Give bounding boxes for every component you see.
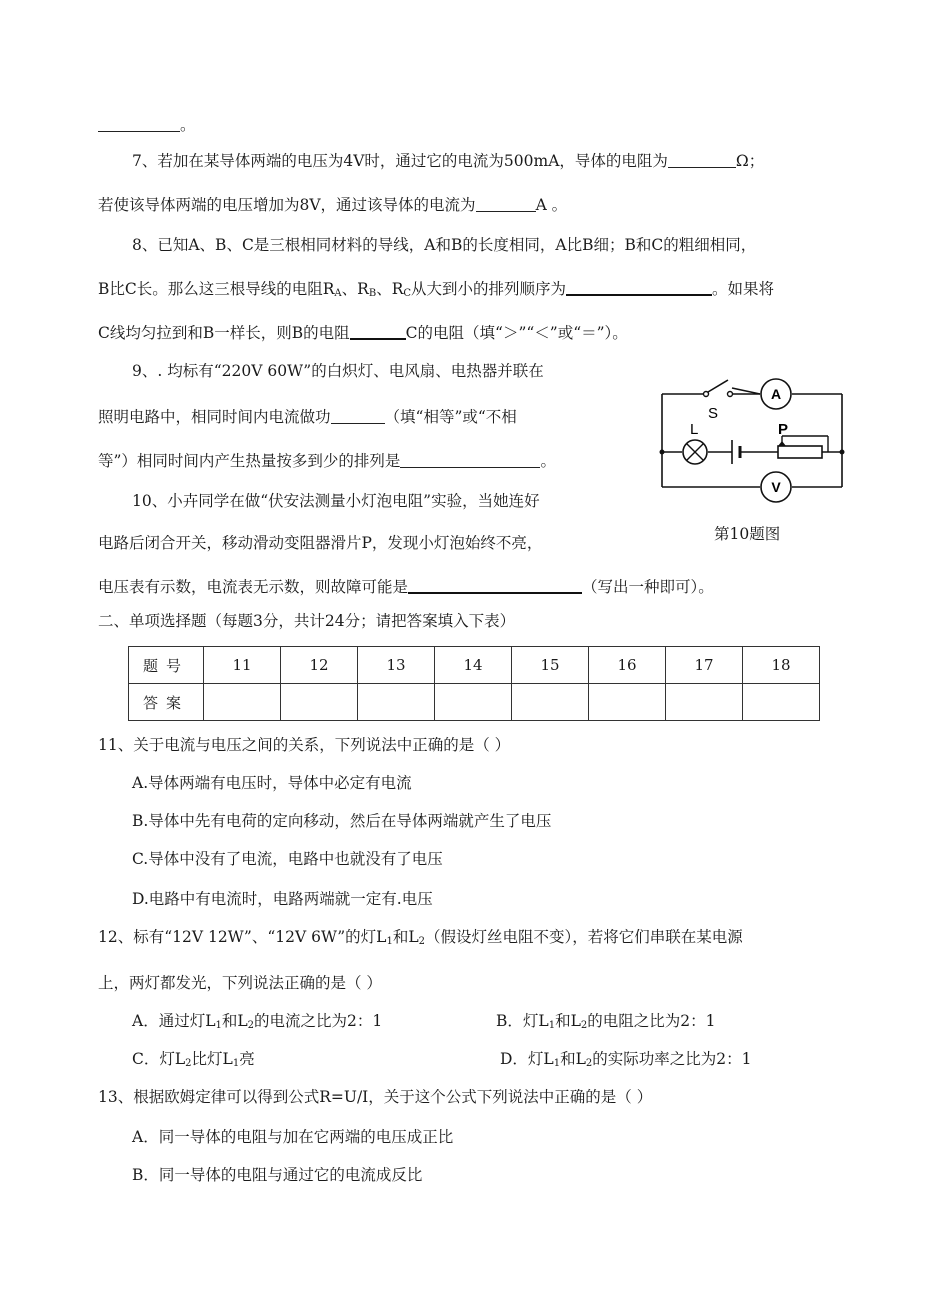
rheostat-symbol [778,436,828,458]
switch-label: S [708,405,719,422]
question-number-cell: 15 [512,647,589,684]
lamp-label: L [690,421,699,438]
row-label-answer: 答案 [129,684,204,721]
switch-symbol [704,380,733,397]
answer-cell[interactable] [589,684,666,721]
q10-line1: 10、小卉同学在做“伏安法测量小灯泡电阻”实验，当她连好 [132,492,540,510]
q9-line3: 等”）相同时间内产生热量按多到少的排列是 。 [98,452,556,470]
figure-caption: 第10题图 [714,525,781,543]
q6-continuation: 。 [98,114,196,136]
table-row [129,647,820,684]
circuit-diagram [650,370,850,505]
answer-table [128,646,820,721]
q13-stem: 13、根据欧姆定律可以得到公式R=U/I，关于这个公式下列说法中正确的是（ ） [98,1088,653,1106]
q7-line1: 7、若加在某导体两端的电压为4V时，通过它的电流为500mA，导体的电阻为 Ω； [132,152,765,170]
q13-option-a: A．同一导体的电阻与加在它两端的电压成正比 [132,1128,454,1146]
answer-blank[interactable] [400,451,540,468]
q9-line1: 9、. 均标有“220V 60W”的白炽灯、电风扇、电热器并联在 [132,362,544,380]
slider-label: P [778,421,789,438]
q11-option-d: D.电路中有电流时，电路两端就一定有.电压 [132,890,433,908]
question-number-cell: 16 [589,647,666,684]
answer-cell[interactable] [435,684,512,721]
q11-option-b: B.导体中先有电荷的定向移动，然后在导体两端就产生了电压 [132,812,552,830]
ammeter-label: A [770,386,782,402]
answer-blank[interactable] [408,576,582,594]
table-row [129,684,820,721]
answer-blank[interactable] [98,115,180,132]
q11-stem: 11、关于电流与电压之间的关系，下列说法中正确的是（ ） [98,736,511,754]
answer-blank[interactable] [331,407,385,424]
question-number-cell: 13 [358,647,435,684]
q12-option-d: D．灯$L_1$和$L_2$的实际功率之比为2：1 [500,1050,752,1069]
q13-option-b: B．同一导体的电阻与通过它的电流成反比 [132,1166,423,1184]
q7-line2: 若使该导体两端的电压增加为8V，通过该导体的电流为 A 。 [98,196,568,214]
answer-blank[interactable] [350,322,406,340]
question-number-cell: 18 [743,647,820,684]
answer-cell[interactable] [666,684,743,721]
q9-line2: 照明电路中，相同时间内电流做功 （填“相等”或“不相 [98,408,517,426]
q11-option-a: A.导体两端有电压时，导体中必定有电流 [132,774,412,792]
answer-blank[interactable] [476,195,536,212]
q8-line2: B比C长。那么这三根导线的电阻$R_A$、$R_B$、$R_C$从大到小的排列顺序为 。如果将 [98,280,775,299]
q11-option-c: C.导体中没有了电流，电路中也就没有了电压 [132,850,443,868]
q12-option-b: B．灯$L_1$和$L_2$的电阻之比为2：1 [496,1012,716,1031]
answer-blank[interactable] [668,151,736,168]
answer-cell[interactable] [512,684,589,721]
answer-cell[interactable] [358,684,435,721]
q12-stem: 12、标有“12V 12W”、“12V 6W”的灯$L_1$和$L_2$（假设灯丝电阻不变），若将它们串联在某电源 [98,928,743,947]
answer-cell[interactable] [281,684,358,721]
q12-stem-cont: 上，两灯都发光，下列说法正确的是（ ） [98,974,382,992]
question-number-cell: 12 [281,647,358,684]
q10-line3: 电压表有示数，电流表无示数，则故障可能是 （写出一种即可）。 [98,578,714,596]
row-label-number: 题号 [129,647,204,684]
voltmeter-label: V [771,479,781,495]
answer-cell[interactable] [743,684,820,721]
q8-line1: 8、已知A、B、C是三根相同材料的导线，A和B的长度相同，A比B细；B和C的粗细相同， [132,236,757,254]
lamp-symbol [683,440,707,464]
battery-symbol [732,440,740,464]
q12-option-c: C．灯$L_2$比灯$L_1$亮 [132,1050,255,1069]
answer-blank[interactable] [566,278,712,296]
question-number-cell: 11 [204,647,281,684]
question-number-cell: 14 [435,647,512,684]
q12-option-a: A．通过灯$L_1$和$L_2$的电流之比为2：1 [132,1012,383,1031]
question-number-cell: 17 [666,647,743,684]
answer-cell[interactable] [204,684,281,721]
section-heading: 二、单项选择题（每题3分，共计24分；请把答案填入下表） [98,612,516,630]
q8-line3: C线均匀拉到和B一样长，则B的电阻 C的电阻（填“＞”“＜”或“＝”）。 [98,324,628,342]
q10-line2: 电路后闭合开关，移动滑动变阻器滑片P，发现小灯泡始终不亮， [98,534,543,552]
